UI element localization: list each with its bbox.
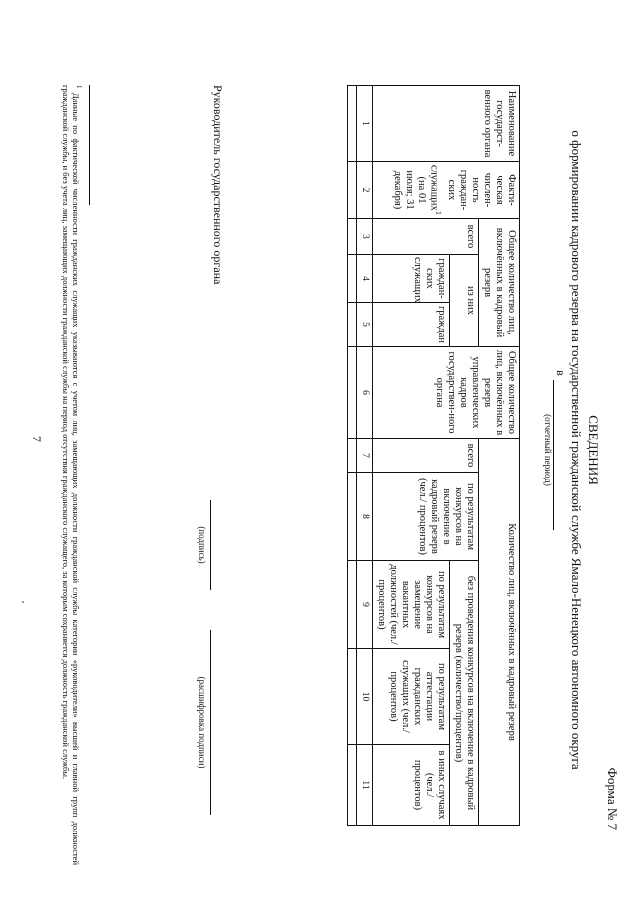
empty-cell xyxy=(348,303,357,347)
header-management: Общее количество лиц, включённых в резерв управленческих кадров государствен-ного органа xyxy=(373,347,520,439)
decode-caption: (расшифровка подписи) xyxy=(197,676,207,769)
column-number-row xyxy=(357,86,373,826)
empty-cell xyxy=(348,439,357,473)
rotated-form-page xyxy=(20,40,620,865)
period-field xyxy=(553,40,568,860)
column-number: 3 xyxy=(357,219,373,255)
header-actual-text: Факти-ческая числен-ность граждан-ских служащих xyxy=(428,164,517,211)
column-number: 6 xyxy=(357,347,373,439)
signature-block xyxy=(185,85,225,845)
column-number: 8 xyxy=(357,473,373,561)
empty-cell xyxy=(348,745,357,826)
header-total-all: всего xyxy=(373,219,479,255)
footnote-mark: 1 xyxy=(75,85,83,89)
column-number: 9 xyxy=(357,561,373,649)
title-heading: СВЕДЕНИЯ xyxy=(586,415,601,485)
form-number: Форма № 7 xyxy=(605,767,620,830)
empty-cell xyxy=(348,219,357,255)
footnote-ref: 1 xyxy=(434,210,444,216)
footnote-text: Данные по фактической численности гражданских служащих указываются с учетом лиц, замещающих должности гражданской службы категории «руководители» высшей и главной групп должностей гражданской службы, и без учета лиц, замещающих должности гражданской службы на период отсутствия гражданского служащего, за которым сохраняется должность гражданской службы. xyxy=(61,85,82,865)
empty-cell xyxy=(348,162,357,219)
column-number: 7 xyxy=(357,439,373,473)
header-citizens: граждан xyxy=(373,303,450,347)
header-name: Наименование государст-венного органа xyxy=(373,86,520,162)
header-by-competition: по результатам конкурсов на включение в кадровый резерв (чел./ процентов) xyxy=(373,473,479,561)
empty-cell xyxy=(348,86,357,162)
column-number: 11 xyxy=(357,745,373,826)
empty-data-row xyxy=(348,86,357,826)
column-number: 5 xyxy=(357,303,373,347)
column-number: 10 xyxy=(357,649,373,745)
header-actual xyxy=(373,162,520,219)
header-vacant: по результатам конкурсов на замещение вакантных должностей (чел./ процентов) xyxy=(373,561,450,649)
document-title xyxy=(568,40,602,860)
empty-cell xyxy=(348,561,357,649)
empty-cell xyxy=(348,255,357,303)
period-caption: (отчетный период) xyxy=(543,414,553,486)
signature-line xyxy=(210,500,211,590)
header-other: в иных случаях (чел./ процентов) xyxy=(373,745,450,826)
signature-caption: (подпись) xyxy=(197,526,207,564)
period-blank-line xyxy=(553,380,565,530)
header-total-reserve: Общее количество лиц, включённых в кадровый резерв xyxy=(479,219,520,347)
head-label: Руководитель государственного органа xyxy=(211,85,225,285)
column-number: 4 xyxy=(357,255,373,303)
column-number: 1 xyxy=(357,86,373,162)
header-actual-date: (на 01 июля; 31 декабря) xyxy=(392,170,428,210)
header-of-them: из них xyxy=(450,255,479,347)
page-number: 7 xyxy=(30,436,44,442)
empty-cell xyxy=(348,347,357,439)
header-inc-all: всего xyxy=(373,439,479,473)
period-prefix: в xyxy=(554,370,568,376)
header-without-competition: без проведения конкурсов на включение в кадровый резерв (количество/процентов) xyxy=(450,561,479,826)
column-number: 2 xyxy=(357,162,373,219)
header-attestation: по результатам аттестации гражданских служащих (чел./ процентов) xyxy=(373,649,450,745)
footnote xyxy=(61,85,84,865)
reserve-table xyxy=(347,85,520,826)
empty-cell xyxy=(348,473,357,561)
decode-line xyxy=(210,630,211,815)
header-civil-servants: граждан-ских служащих xyxy=(373,255,450,303)
header-included: Количество лиц, включённых в кадровый резерв xyxy=(479,439,520,826)
footnote-divider xyxy=(89,85,90,205)
title-subheading: о формировании кадрового резерва на государственной гражданской службе Ямало-Ненецкого автономного округа xyxy=(569,130,584,770)
empty-cell xyxy=(348,649,357,745)
